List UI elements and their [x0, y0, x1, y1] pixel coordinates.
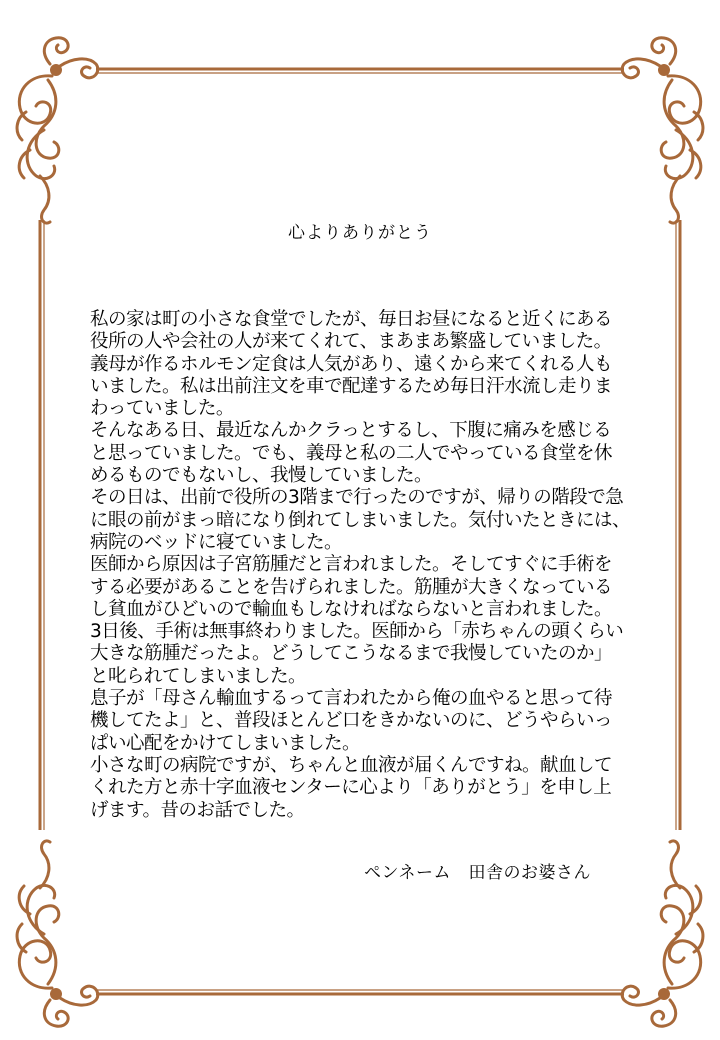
- letter-line: し貧血がひどいので輸血もしなければならないと言われました。: [90, 598, 613, 620]
- letter-line: 大きな筋腫だったよ。どうしてこうなるまで我慢していたのか」: [90, 643, 613, 665]
- letter-line: する必要があることを告げられました。筋腫が大きくなっている: [90, 576, 613, 598]
- letter-line: その日は、出前で役所の3階まで行ったのですが、帰りの階段で急: [90, 487, 624, 509]
- letter-line: 病院のベッドに寝ていました。: [90, 531, 343, 553]
- letter-line: と叱られてしまいました。: [90, 665, 307, 687]
- letter-title: 心よりありがとう: [288, 223, 432, 243]
- letter-line: 私の家は町の小さな食堂でしたが、毎日お昼になると近くにある: [90, 309, 613, 330]
- letter-line: 小さな町の病院ですが、ちゃんと血液が届くんですね。献血して: [90, 754, 613, 776]
- letter-line: くれた方と赤十字血液センターに心より「ありがとう」を申し上: [90, 777, 612, 799]
- letter-line: そんなある日、最近なんかクラっとするし、下腹に痛みを感じる: [90, 420, 612, 442]
- letter-line: 機してたよ」と、普段ほとんど口をきかないのに、どうやらいっ: [90, 710, 613, 732]
- letter-line: と思っていました。でも、義母と私の二人でやっている食堂を休: [90, 442, 613, 464]
- letter-line: 3日後、手術は無事終わりました。医師から「赤ちゃんの頭くらい: [90, 621, 624, 643]
- letter-line: げます。昔のお話でした。: [90, 799, 305, 821]
- letter-body: [90, 309, 650, 822]
- letter-line: 義母が作るホルモン定食は人気があり、遠くから来てくれる人も: [90, 353, 613, 375]
- letter-line: めるものでもないし、我慢していました。: [90, 465, 433, 487]
- letter-line: わっていました。: [90, 398, 234, 420]
- letter-line: 役所の人や会社の人が来てくれて、まあまあ繁盛していました。: [90, 331, 612, 353]
- letter-signature: ペンネーム 田舎のお婆さん: [364, 863, 591, 883]
- letter-line: いました。私は出前注文を車で配達するため毎日汗水流し走りま: [90, 375, 613, 397]
- letter-line: 息子が「母さん輸血するって言われたから俺の血やると思って待: [90, 688, 613, 710]
- letter-line: に眼の前がまっ暗になり倒れてしまいました。気付いたときには、: [90, 509, 631, 531]
- letter-line: 医師から原因は子宮筋腫だと言われました。そしてすぐに手術を: [90, 554, 613, 576]
- letter-line: ぱい心配をかけてしまいました。: [90, 732, 361, 754]
